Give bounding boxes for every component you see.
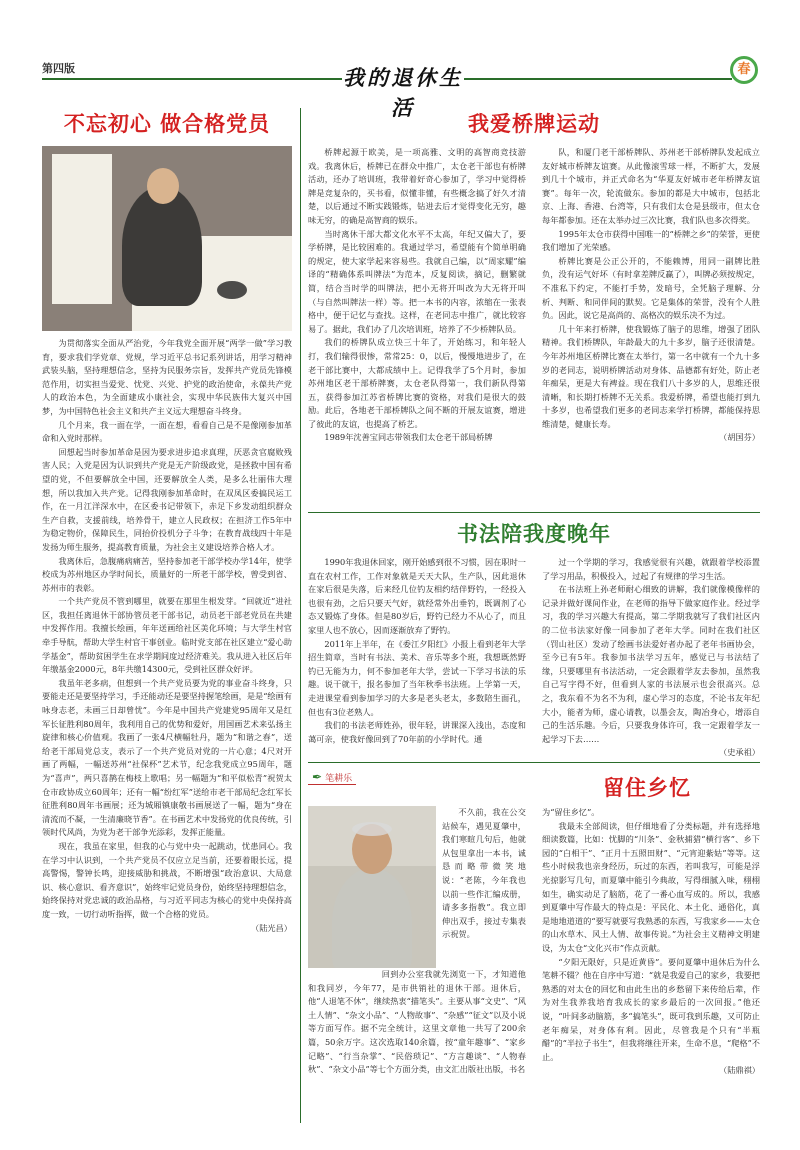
left-article-title: 不忘初心 做合格党员 [63,112,271,136]
page-header [42,58,758,120]
nostalgia-signature: （陆鼎祺） [719,1065,760,1076]
pen-icon: ✒ [312,770,323,784]
column-divider [300,108,301,1123]
section-divider-2 [308,762,760,763]
header-rule-right [464,78,732,80]
calligraphy-col-1: 1990年我退休回家，刚开始感到很不习惯，因在职时一直在农村工作，工作对象就是天天大队，生产队，因此退休在家后很是失落，后来经几位钓友相约结伴野钓，一经投入也很有劲，之后只要天气好，就经常外出垂钓，既调剂了心态又锻炼了身体。但是80岁后，野钓已经力不从心了，而且家里人也不放心，因而逐渐放弃了野钓。 2011年上半年，在《委江夕阳红》小报上看到老年大学招生简章，当时有书法、美术、音乐等多个班，我想既然野钓已无能为力，何不参加老年大学，尝试一下学习书法的乐趣。说干就干，报名参加了当年秋季书法班。上学第一天，走进课堂看到参加学习的大多是老头老太，多数陪生面孔，但也有3位老熟人。 我们的书法老师姓孙，很年轻，讲课深入浅出，态度和蔼可亲，使我好像回到了70年前的小学时代。通 [308,557,526,744]
nostalgia-col-2: 为“留住乡忆”。 我最未全部阅读，但仔细地看了分类标题，并有选择地细读数篇，比如：忧脚的“川条”、金秋捕猎“横行客”、乡下园的“白相干”、“正月十五照田财”、“元宵迎紫姑”等等。这些小时候我也亲身经历，玩过的东西，若叫我写，可能是浮光掠影写几句，而夏肇中能引今典故，写得细腻入味，栩栩如生，确实动足了脑筋，花了一番心血写成的。所以，我感到夏肇中写作最大的特点是：平民化、本土化、通俗化，真是地地道道的“要写就要写我熟悉的东西，写我家乡——太仓的山水草木、风土人情、故事传说。”为社会主义精神文明建设，为太仓“文化兴市”作点贡献。 “夕阳无限好，只是近黄昏”。要问夏肇中退休后为什么笔耕不辍？他在自序中写道：“就是我爱自己的家乡，我要把熟悉的对太仓的回忆和由此生出的乡愁留下来传给后辈，作为对生我养我培育我成长的家乡最后的一次回报。”他还说，“叶间多动脑筋，多“搞笔头”，既可我到乐趣，又可防止老年痴呆，对身体有利。因此，尽管我是个只有“半瓶醋”的“半拉子书生”，但我将继往开来，生命不息，“爬格”不止。 （陆鼎祺） [542,806,760,1078]
left-article [42,108,292,935]
left-article-body: 为贯彻落实全面从严治党，今年我党全面开展“两学一做”学习教育，要求我们学党章、党规，学习近平总书记系列讲话，用学习精神武装头脑，坚持理想信念，坚持为民服务宗旨，发挥共产党员先锋模范作用，切实担当爱党、忧党、兴党、护党的政治使命，永葆共产党人的政治本色，为全面建成小康社会，实现中华民族伟大复兴中国梦，为中国特色社会主义和共产主义远大理想奋斗终身。 几个月来，我一面在学，一面在想，看看自己是不是像刚参加革命和入党时那样。 回想起当时参加革命是因为要求进步追求真理，厌恶贪官腐败残害人民；入党是因为认识到共产党是无产阶级政党，是拯救中国有希望的党，不但要解放全中国，还要解放全人类，是多么壮丽伟大理想，所以我加入共产党。记得我刚参加革命时，在双凤区委搞民运工作，在一月江洋深水中，在区委书记带领下，赤足下乡发动组织群众生产自救，支援前线，培养骨干，建立人民政权；在担济工作5年中为稳定物价，保障民生，同抬价投机分子斗争；在教育战线四十年是发扬为师生服务，提高教育质量，为社会主义建设培养合格人才。 我离休后，急腹痛病痛苦，坚持参加老干部学校办学14年，使学校成为苏州地区办学时间长，质量好的一所老干部学校，曾受到省、苏州市的表彰。 一个共产党员不管到哪里，就要在那里生根发芽。“回就近”进社区，我担任离退休干部协管员老干部书记，动员老干部老党员在共建中发挥作用。我擅长绘画，年年送画给社区美化环境；与大学生村官牵手导航，帮助大学生村官干事创业。临时党支部在社区建立“爱心助学基金”，帮助贫困学生在求学期间度过经济难关。我从进入社区后年年缴基金2000元，8年共缴14300元，受到社区群众好评。 我虽年老多病，但想到一个共产党员要为党的事业奋斗终身，只要能走还是要坚持学习，手还能动还是要坚持握笔绘画，是是“绘画有咏身志老，未画三日却曾忧”。今年是中国共产党建党95周年又是红军长征胜利80周年，我利用自己的优势和爱好，用国画艺术来弘扬主旋律和核心价值观。我画了一张4尺横幅牡丹，题为“和谐之春”，送给老干部局党总支，表示了一个共产党员对党的一片心意；4尺对开画了两幅，一幅送苏州“社保杯”艺术节，纪念我党成立95周年，题为“喜声”，两只喜鹊在梅枝上歌唱；另一幅题为“和平似松青”祝贺太仓市政协成立60周年；还有一幅“纷红军”送给市老干部局纪念红军长征胜利80周年书画展；还为城厢镇康敬书画展送了一幅，题为“身在清流而不凝，一生清廉晓节香”。在书画艺术中发扬党的优良传统，引领时代风尚，为党为老干部争光添彩，发挥正能量。 现在，我虽在家里，但我的心与党中央一起跳动，忧患同心。我在学习中认识到，一个共产党员不仅应立足当前，还要着眼长远，提高警惕，警钟长鸣，迎接威胁和挑战，不断增强“政治意识、大局意识、核心意识、看齐意识”，始终牢记党员身份，始终坚持理想信念，始终保持对党忠诚的政治品格，与习近平同志为核心的党中央保持高度一致，一切行动听指挥，做一个合格的党员。 [42,338,292,919]
section-divider-1 [308,512,760,513]
calligraphy-article [308,518,760,760]
nostalgia-col-1: 不久前，我在公交站候车，遇见夏肇中，我们寒暄几句后，他就从包里拿出一本书，诚恳而略带微笑地说：“老陈，今年我也以前一些作汇编成册，请多多指教”。我立即伸出双手，接过专集表示祝贺。 回到办公室我就先浏览一下，才知道他和我同岁，今年77，是市供销社的退休干部。退休后，他“人退笔不休”，继续热衷“描笔头”。主要从事“文史”、“风土人情”、“杂文小品”、“人物故事”、“杂感”“征文”以及小说等方面写作。据不完全统计，这里文章他一共写了200余篇，50余万字。这次选取140余篇，按“童年趣事”、“家乡记略”、“行当杂掌”、“民俗琐记”、“方言趣谈”、“人物春秋”、“杂文小品”等七个方面分类，由文汇出版社出版，书名 [308,807,526,1075]
bridge-col-1: 桥牌起源于欧美，是一项高雅、文明的高智商竞技游戏。我离休后，桥牌已在群众中推广，太仓老干部也有桥牌活动，还办了培训班，我带着好奇心参加了，学习中觉得桥牌是竞复杂的，买书看，似懂非懂，有些概念搞了好久才清楚，以后通过不断实践锻炼，钻进去后才觉得变化无穷，趣味无穷，的确是高智商的娱乐。 当时离休干部大都文化水平不太高，年纪又偏大了，要学桥牌，是比较困难的。我通过学习，希望能有个简单明确的规定，使大家学起来容易些。我就自己编，以“周家耀”编译的“精确体系叫牌法”为范本，反复阅读，摘记，删繁就简，结合当时学的叫牌法，把小无将开叫改为大无将开叫（与自然叫牌法一样）等。把一本书的内容，浓缩在一张表格中，便于记忆与查找。这样，在老同志中推广，就比较容易了。据此，我们办了几次培训班，培养了不少桥牌队员。 我们的桥牌队成立快三十年了，开始练习，和年轻人打，我们输得很惨，常常25：0，以后，慢慢地进步了，在老干部比赛中，大都成绩中上。记得我学了5个月时，参加苏州地区老干部桥牌赛，太仓老队得第一，我们新队得第五，获得参加江苏省桥牌比赛的资格，对我们是很大的鼓励。此后，各地老干部桥牌队之间不断的开展友谊赛，增进了彼此的友谊，也提高了桥艺。 1989年沈善宝同志带领我们太仓老干部局桥牌 [308,147,526,443]
author-portrait [308,806,436,968]
calligraphy-col-2: 过一个学期的学习，我感觉很有兴趣，就跟着学校添置了学习用品，积极投入，过起了有规律的学习生活。 在书法班上孙老师耐心细致的讲解，我们就像模像样的记录并做好课间作业，在老师的指导下做家庭作业。经过学习，我的学习兴趣大有提高，第二学期我就写了我们社区内的二位书法家好像一同参加了老年大学。同时在我们社区（罚山社区）发动了绘画书法爱好者办起了老年书画协会，至今已有5年。我参加书法学习五年，感觉已与书法结了缘，只要哪里有书法活动，一定会跟着学友去参加，虽然我自己写字得不好，但看到人家的书法展示也会很高兴。总之，我东看不为名不为利，虚心学习的态度，不论书友年纪大小，能者为师，虚心请教，以墨会友，陶冶身心，增添自己的生活乐趣。今后，只要我身体许可，我一定跟着学友一起学习下去…… （史承祖） [542,556,760,760]
column-tag: ✒ 笔耕乐 [308,770,356,785]
nostalgia-article-title: 留住乡忆 [603,776,691,800]
spring-logo-icon: 春 [730,56,758,84]
section-title: 我的退休生活 [343,65,463,120]
header-rule-left [42,78,342,80]
bridge-article-title: 我爱桥牌运动 [468,112,600,136]
issue-label: 第四版 [42,62,75,75]
nostalgia-article [308,766,760,1078]
bridge-col-2: 队，和厦门老干部桥牌队、苏州老干部桥牌队发起成立友好城市桥牌友谊赛。从此像滚雪球一样，不断扩大，发展到几十个城市，并正式命名为“华夏友好城市老年桥牌友谊赛”。每年一次，轮流做东。参加的都是大中城市，包括北京、上海、香港、台湾等，只有我们太仓是县级市，但太仓每年都参加。还在太举办过三次比赛，我们队也多次得奖。 1995年太仓市获得中国唯一的“桥牌之乡”的荣誉，更使我们增加了光荣感。 桥牌比赛是公正公开的，不能赖博，用同一副牌比胜负，没有运气好坏（有时拿差牌反赢了），叫牌必须按规定，不准私下约定，不能打手势，发暗号，全凭脑子理解、分析、判断、和同伴间的默契。它是集体的荣誉，没有个人胜负。因此，说它是高尚的、高格次的娱乐决不为过。 几十年来打桥牌，使我锻炼了脑子的思维，增强了团队精神。我们桥牌队，年龄最大的九十多岁，脑子还很清楚。今年苏州地区桥牌比赛在太举行，第一名中就有一个九十多岁的老同志，说明桥牌活动对身体、品德都有好处，防止老年痴呆，更是大有裨益。现在我们八十多岁的人，思维还很清晰，和长期打桥牌不无关系。我爱桥牌，希望也能打到九十多岁，也希望我们更多的老同志来学打桥牌，都能保持思维清楚，健康长寿。 （胡国芬） [542,146,760,445]
calligraphy-article-title: 书法陪我度晚年 [457,522,611,546]
left-article-signature: （陆光昌） [251,922,292,933]
bridge-signature: （胡国芬） [719,432,760,443]
bridge-article [308,108,760,445]
calligrapher-photo [42,146,292,331]
calligraphy-signature: （史承祖） [719,747,760,758]
